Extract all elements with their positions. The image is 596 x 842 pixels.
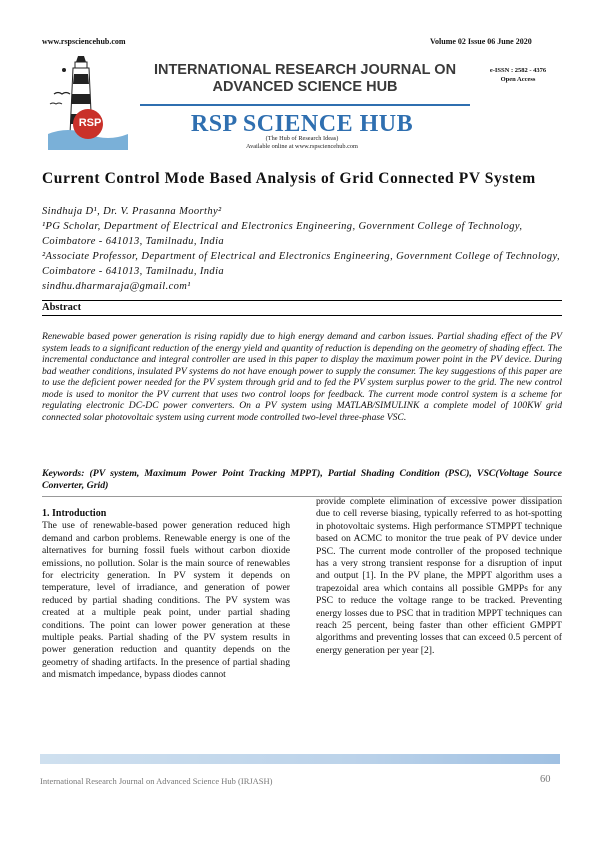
keywords: Keywords: (PV system, Maximum Power Point Tracking MPPT), Partial Shading Condition (PSC), VSC(Voltage Source Converter, Grid) [42, 468, 562, 491]
page-number: 60 [540, 774, 551, 785]
logo-rsp-text: RSP [78, 117, 102, 129]
footer-journal: International Research Journal on Advanced Science Hub (IRJASH) [40, 776, 273, 786]
hub-name: RSP SCIENCE HUB [190, 111, 414, 137]
journal-name: INTERNATIONAL RESEARCH JOURNAL ON ADVANCED SCIENCE HUB [153, 62, 457, 95]
intro-heading: 1. Introduction [42, 508, 107, 519]
email: sindhu.dharmaraja@gmail.com¹ [42, 281, 191, 292]
issue-info: Volume 02 Issue 06 June 2020 [430, 37, 532, 46]
intro-left-text: The use of renewable-based power generation reduced high demand and carbon problems. Renewable energy is one of the alternatives for burning fossil fuels without carbon dioxide emissions, no pollution. Solar is the main source of renewables for electricity generation. In PV system it depends on temperature, level of irradiance, and generation of power reduced by partial shading conditions. The PV system was created at a multiple peak point, under partial shading conditions. The point can lower power generation at these multiple peaks. Partial shading of the PV system results in power generation reduction and quantity depends on the geometry of shading artifacts. In the presence of partial shading and mismatch impedance, bypass diodes cannot [42, 520, 290, 681]
issn-block [478, 66, 558, 84]
abstract-text: Renewable based power generation is rising rapidly due to high energy demand and carbon issues. Partial shading effect of the PV system leads to a significant reduction of the energy yield and quantity of reduction is depending on the geometry of shading effect. The incremental conductance and integral controller are used in this paper to display the maximum power point in the PV device. During bad weather conditions, insulated PV systems do not have enough power to supply the consumer. The key suggestions of this paper are to use the deficient power needed for the PV system through grid and to fed the PV system surplus power to the grid. The new control mode is used to monitor the PV current that uses two control loops for feedback. The current mode control system is a scheme for regulating electronic DC-DC power converters. On a PV system using MATLAB/SIMULINK a complete model of 100KW grid connected solar photovoltaic system using current mode controlled two-level three-phase VSC. [42, 331, 562, 423]
affiliation-1: ¹PG Scholar, Department of Electrical and Electronics Engineering, Government College of Technology, Coimbatore - 641013, Tamilnadu, India [42, 221, 523, 247]
affiliation-2: ²Associate Professor, Department of Electrical and Electronics Engineering, Government College of Technology, Coimbatore - 641013, Tamilnadu, India [42, 251, 561, 277]
abstract-heading: Abstract [42, 300, 562, 316]
paper-title: Current Control Mode Based Analysis of Grid Connected PV System [42, 170, 536, 187]
hub-tagline: (The Hub of Research Ideas) [265, 135, 339, 142]
hub-online: Available online at www.rspsciencehub.com [246, 143, 358, 150]
rsp-lighthouse-logo [48, 52, 128, 150]
website-url: www.rspsciencehub.com [42, 37, 126, 46]
issn: e-ISSN : 2582 - 4376 [489, 67, 547, 74]
open-access: Open Access [500, 76, 536, 83]
intro-right-column: provide complete elimination of excessive power dissipation due to cell reverse biasing, typically referred to as hot-spotting in photovoltaic systems. High performance STMPPT technique based on ACMC to monitor the true peak of PV device under PSC. The current mode controller of the proposed technique has a very strong transient response for a disruption of input and output [1]. In the PV plane, the MPPT algorithm uses a trapezoidal area which contains all possible GMPPs for any PSC to reduce the voltage range to be tracked. Preventing energy losses due to PSC that in tradition MPPT techniques can reach 25 percent, being faster than other efficient GMPPT algorithms and preventing losses that can exceed 0.5 percent of energy generation per year [2]. [316, 496, 562, 656]
footer-bar [40, 754, 560, 764]
author-block [42, 204, 562, 294]
hub-subtitle [172, 135, 432, 151]
authors: Sindhuja D¹, Dr. V. Prasanna Moorthy² [42, 206, 222, 217]
banner-divider [140, 104, 470, 106]
intro-left-column [42, 508, 290, 682]
